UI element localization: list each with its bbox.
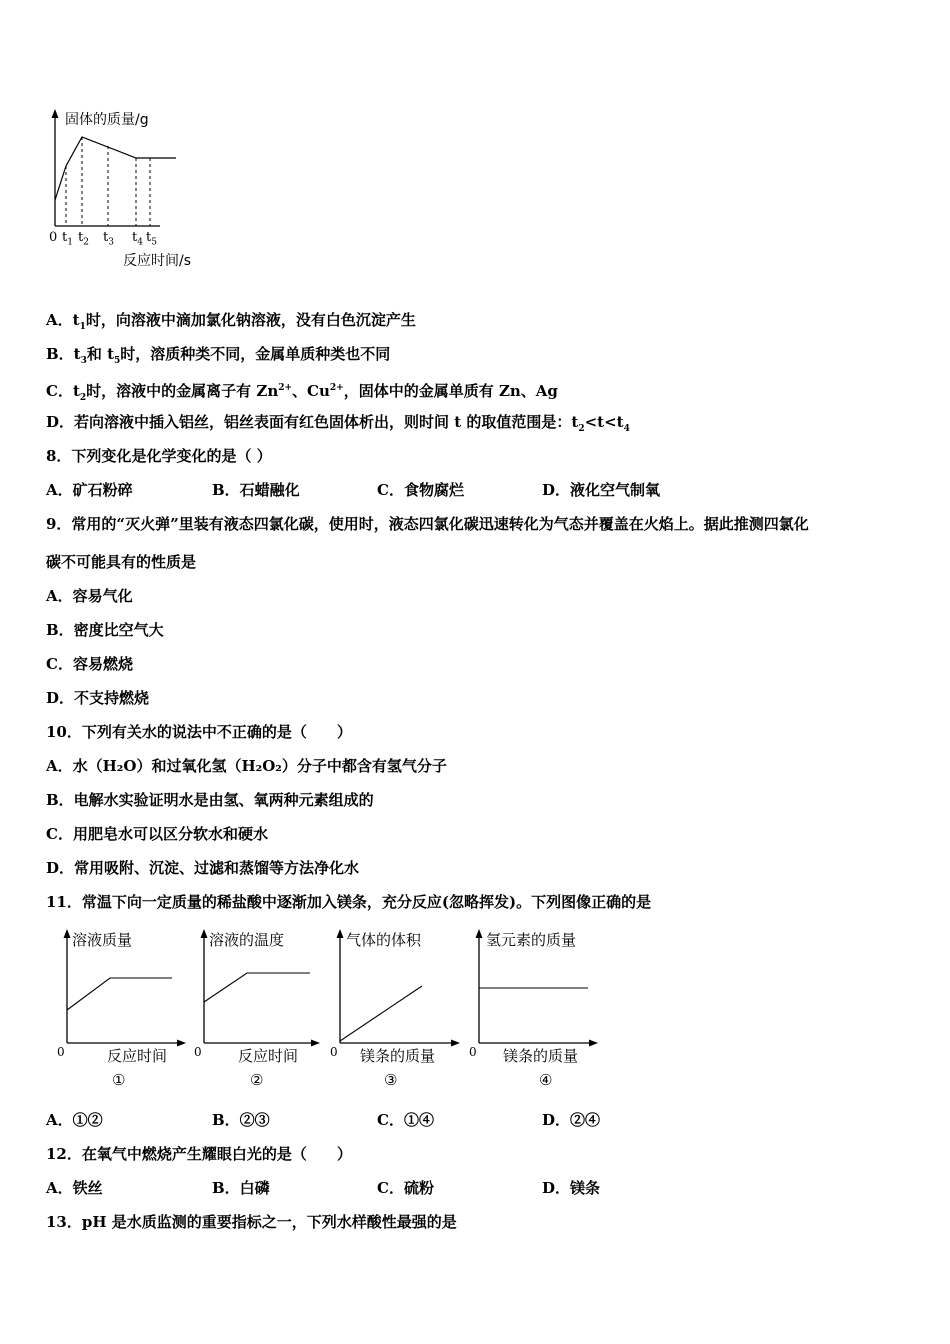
q7-option-d: D．若向溶液中插入铝丝，铝丝表面有红色固体析出，则时间 t 的取值范围是：$t_2<t<t_4$ bbox=[46, 413, 630, 434]
q11-graph3-number: ③ bbox=[384, 1071, 398, 1089]
q7-option-b: B．$t_3$和 $t_5$时，溶质种类不同，金属单质种类也不同 bbox=[46, 345, 391, 366]
q8-option-b: B．石蜡融化 bbox=[212, 481, 300, 499]
q10-option-b: B．电解水实验证明水是由氢、氧两种元素组成的 bbox=[46, 791, 374, 809]
q10-option-a: A．水（H₂O）和过氧化氢（H₂O₂）分子中都含有氢气分子 bbox=[46, 757, 447, 775]
q11-graph2-x-label: 反应时间 bbox=[238, 1047, 299, 1065]
q8-option-a: A．矿石粉碎 bbox=[46, 481, 133, 499]
q9-option-d: D．不支持燃烧 bbox=[46, 689, 150, 707]
graph1-tick-t5: $t_5$ bbox=[146, 230, 157, 248]
q8-option-c: C．食物腐烂 bbox=[377, 481, 464, 499]
q11-graph1-origin: 0 bbox=[57, 1045, 65, 1059]
graph1-x-label: 反应时间/s bbox=[123, 253, 192, 269]
graph1-tick-t1: $t_1$ bbox=[62, 230, 73, 248]
q11-graph1-x-label: 反应时间 bbox=[107, 1047, 168, 1065]
q11-graph4-number: ④ bbox=[539, 1071, 553, 1089]
q10-option-d: D．常用吸附、沉淀、过滤和蒸馏等方法净化水 bbox=[46, 859, 360, 877]
q9-stem-line2: 碳不可能具有的性质是 bbox=[46, 553, 197, 571]
q10-option-c: C．用肥皂水可以区分软水和硬水 bbox=[46, 825, 268, 843]
q10-stem: 10．下列有关水的说法中不正确的是（ ） bbox=[46, 723, 352, 741]
q9-option-c: C．容易燃烧 bbox=[46, 655, 133, 673]
q11-option-a: A．①② bbox=[46, 1111, 103, 1129]
q12-option-c: C．硫粉 bbox=[377, 1179, 434, 1197]
q11-graph3-origin: 0 bbox=[330, 1045, 338, 1059]
q11-graph3-x-label: 镁条的质量 bbox=[360, 1047, 436, 1065]
q9-option-b: B．密度比空气大 bbox=[46, 621, 164, 639]
graph1-tick-t4: $t_4$ bbox=[132, 230, 143, 248]
q7-option-a: A．$t_1$时，向溶液中滴加氯化钠溶液，没有白色沉淀产生 bbox=[46, 311, 416, 332]
q11-graph4-x-label: 镁条的质量 bbox=[503, 1047, 579, 1065]
q11-graph1-y-label: 溶液质量 bbox=[72, 931, 133, 949]
q11-graph4-origin: 0 bbox=[469, 1045, 477, 1059]
graph1-origin: 0 bbox=[49, 230, 58, 245]
graph1-tick-t3: $t_3$ bbox=[103, 230, 114, 248]
q13-stem: 13．pH 是水质监测的重要指标之一，下列水样酸性最强的是 bbox=[46, 1213, 457, 1231]
q9-stem-line1: 9．常用的“灭火弹”里装有液态四氯化碳，使用时，液态四氯化碳迅速转化为气态并覆盖在火焰上。据此推测四氯化 bbox=[46, 515, 809, 533]
graph1-y-label: 固体的质量/g bbox=[65, 112, 149, 128]
q11-graph3-y-label: 气体的体积 bbox=[346, 931, 422, 949]
q7-option-c: C．$t_2$时，溶液中的金属离子有 $Zn^{2+}$、$Cu^{2+}$，固体中的金属单质有 Zn、Ag bbox=[46, 382, 558, 403]
q11-graph4-y-label: 氢元素的质量 bbox=[486, 931, 577, 949]
q11-option-b: B．②③ bbox=[212, 1111, 270, 1129]
q11-graph2-y-label: 溶液的温度 bbox=[209, 931, 285, 949]
q11-option-c: C．①④ bbox=[377, 1111, 434, 1129]
q12-option-a: A．铁丝 bbox=[46, 1179, 103, 1197]
q12-option-d: D．镁条 bbox=[542, 1179, 601, 1197]
q11-option-d: D．②④ bbox=[542, 1111, 601, 1129]
q8-stem: 8．下列变化是化学变化的是（ ） bbox=[46, 447, 272, 465]
q12-stem: 12．在氧气中燃烧产生耀眼白光的是（ ） bbox=[46, 1145, 352, 1163]
q12-option-b: B．白磷 bbox=[212, 1179, 270, 1197]
q11-graph2-origin: 0 bbox=[194, 1045, 202, 1059]
q11-graph1-number: ① bbox=[112, 1071, 126, 1089]
q8-option-d: D．液化空气制氧 bbox=[542, 481, 661, 499]
q11-stem: 11．常温下向一定质量的稀盐酸中逐渐加入镁条，充分反应(忽略挥发)。下列图像正确的是 bbox=[46, 893, 652, 911]
graph1-tick-t2: $t_2$ bbox=[78, 230, 89, 248]
q9-option-a: A．容易气化 bbox=[46, 587, 133, 605]
q11-graph2-number: ② bbox=[250, 1071, 264, 1089]
